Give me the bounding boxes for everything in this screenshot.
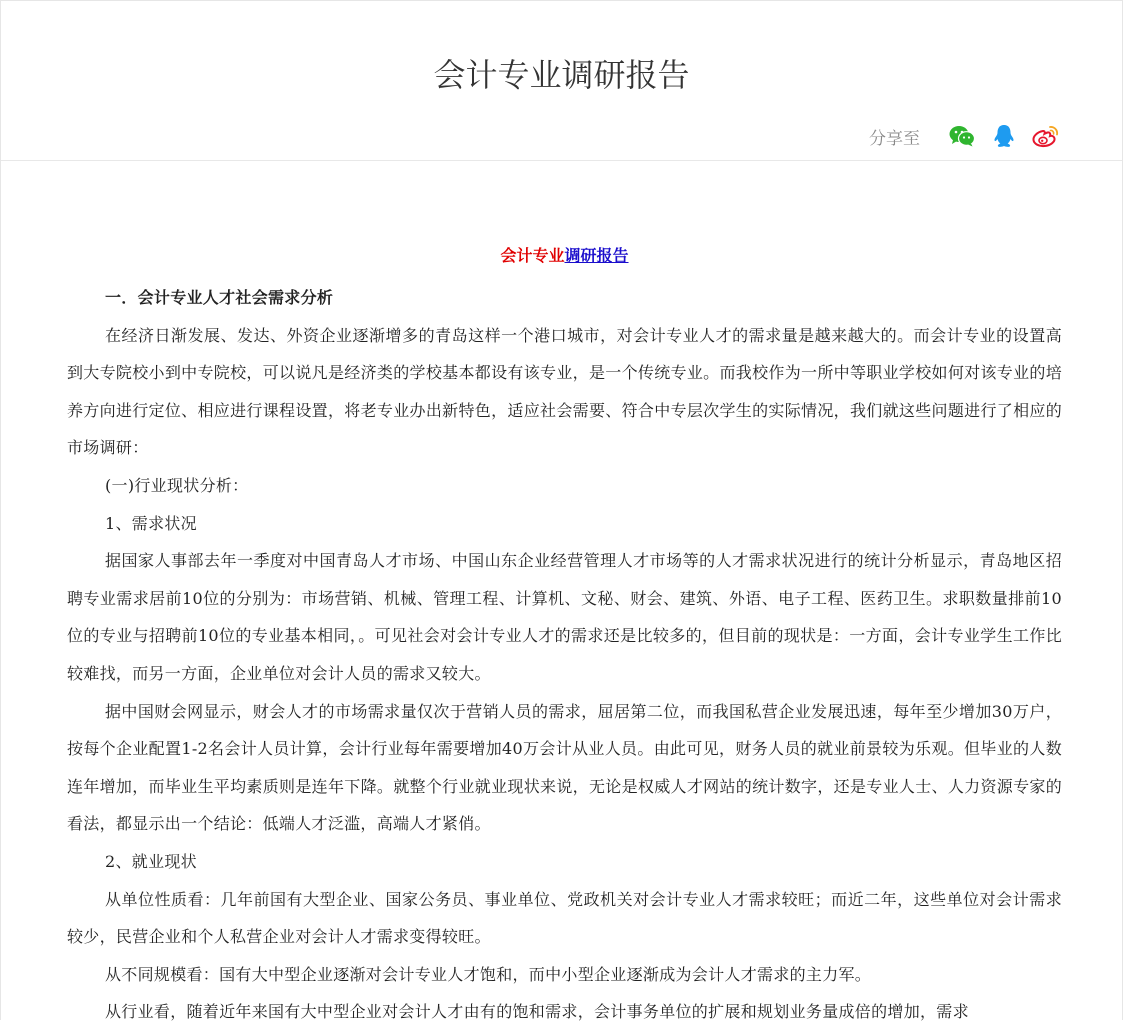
subsection-heading-employment: 2、就业现状 — [105, 851, 197, 871]
paragraph-market: 据中国财会网显示，财会人才的市场需求量仅次于营销人员的需求，屈居第二位，而我国私营企业发展迅速，每年至少增加30万户，按每个企业配置1-2名会计人员计算，会计行业每年需要增加40万会计从业人员。由此可见，财务人员的就业前景较为乐观。但毕业的人数连年增加，而毕业生平均素质则是连年下降。就整个行业就业现状来说，无论是权威人才网站的统计数字，还是专业人士、人力资源专家的看法，都显示出一个结论：低端人才泛滥，高端人才紧俏。 — [67, 701, 1062, 834]
page-header — [1, 1, 1122, 161]
subsection-heading: (一)行业现状分析： — [105, 475, 249, 495]
weibo-icon — [1032, 124, 1060, 148]
share-qq-button[interactable] — [990, 122, 1018, 150]
share-bar — [869, 121, 1060, 151]
paragraph-unit-nature: 从单位性质看：几年前国有大型企业、国家公务员、事业单位、党政机关对会计专业人才需求较旺；而近二年，这些单位对会计需求较少，民营企业和个人私营企业对会计人才需求变得较旺。 — [67, 889, 1062, 947]
page-title: 会计专业调研报告 — [433, 56, 690, 94]
paragraph-demand: 据国家人事部去年一季度对中国青岛人才市场、中国山东企业经营管理人才市场等的人才需求状况进行的统计分析显示，青岛地区招聘专业需求居前10位的分别为：市场营销、机械、管理工程、计算机、文秘、财会、建筑、外语、电子工程、医药卫生。求职数量排前10位的专业与招聘前10位的专业基本相同，。可见社会对会计专业人才的需求还是比较多的，但目前的现状是：一方面，会计专业学生工作比较难找，而另一方面，企业单位对会计人员的需求又较大。 — [67, 551, 1062, 683]
paragraph-intro: 在经济日渐发展、发达、外资企业逐渐增多的青岛这样一个港口城市，对会计专业人才的需求量是越来越大的。而会计专业的设置高到大专院校小到中专院校，可以说凡是经济类的学校基本都设有该专业，是一个传统专业。而我校作为一所中等职业学校如何对该专业的培养方向进行定位、相应进行课程设置，将老专业办出新特色，适应社会需要、符合中专层次学生的实际情况，我们就这些问题进行了相应的市场调研： — [67, 325, 1062, 458]
qq-icon — [993, 124, 1015, 148]
share-label: 分享至 — [869, 128, 920, 149]
paragraph-scale: 从不同规模看：国有大中型企业逐渐对会计专业人才饱和，而中小型企业逐渐成为会计人才需求的主力军。 — [105, 964, 872, 984]
wechat-icon — [949, 125, 975, 147]
paragraph-industry: 从行业看，随着近年来国有大中型企业对会计人才由有的饱和需求，会计事务单位的扩展和规划业务量成倍的增加，需求 — [105, 1002, 969, 1022]
share-wechat-button[interactable] — [948, 122, 976, 150]
share-weibo-button[interactable] — [1032, 122, 1060, 150]
article-title — [67, 241, 1062, 271]
section-heading: 一．会计专业人才社会需求分析 — [105, 288, 334, 307]
subsection-heading-demand: 1、需求状况 — [105, 513, 197, 533]
article-title-link[interactable]: 调研报告 — [564, 246, 629, 265]
article-title-text: 会计专业 — [500, 246, 565, 265]
article-body — [67, 241, 1062, 1031]
